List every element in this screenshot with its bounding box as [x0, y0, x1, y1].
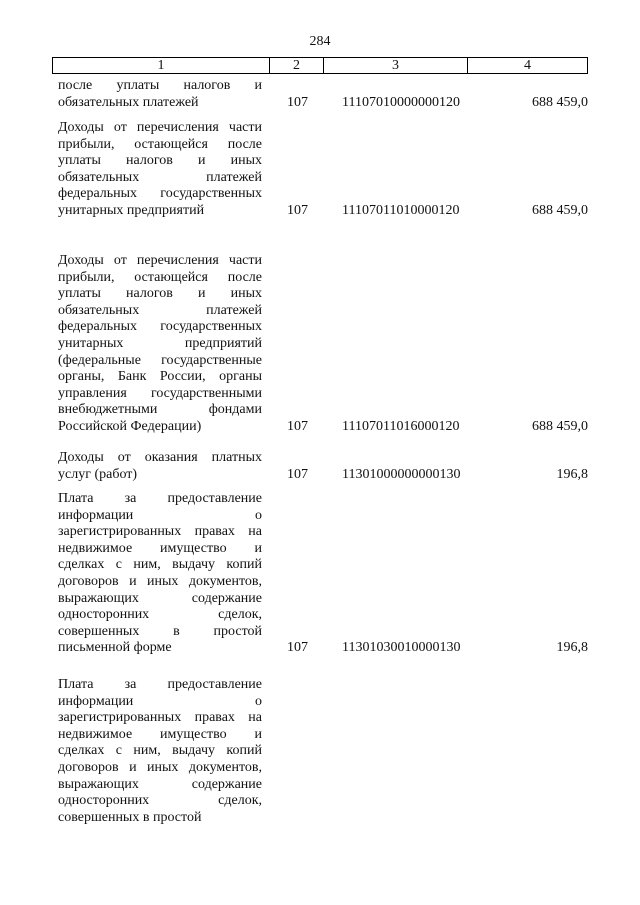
- description-line: недвижимое имущество и: [58, 726, 262, 742]
- header-col-2: 2: [270, 58, 324, 73]
- description-line: уплаты налогов и иных: [58, 286, 262, 302]
- description-line: Доходы от перечисления части: [58, 120, 262, 135]
- row-kbk: 11301000000000130: [342, 466, 461, 482]
- row-amount: 688 459,0: [532, 203, 588, 218]
- description-line: односторонних сделок,: [58, 607, 262, 623]
- table-row: [58, 253, 588, 436]
- description-line: односторонних сделок,: [58, 793, 262, 809]
- table-header: [52, 57, 588, 74]
- header-col-4: 4: [524, 58, 531, 73]
- description-line: информации о: [58, 507, 262, 523]
- description-line: управления государственными: [58, 385, 262, 401]
- description-line: унитарных предприятий: [58, 335, 262, 351]
- description-line: обязательных платежей: [58, 94, 199, 110]
- description-line: совершенных в простой: [58, 809, 202, 825]
- description-line: договоров и иных документов,: [58, 573, 262, 589]
- description-line: выражающих содержание: [58, 590, 262, 606]
- description-line: совершенных в простой: [58, 623, 262, 639]
- row-description: [58, 78, 262, 111]
- description-line: письменной форме: [58, 640, 172, 656]
- row-kbk: 11107011016000120: [342, 419, 460, 434]
- row-description: [58, 253, 262, 436]
- description-line: выражающих содержание: [58, 776, 262, 792]
- row-description: [58, 120, 262, 220]
- description-line: сделках с ним, выдачу копий: [58, 743, 262, 759]
- row-kbk: 11301030010000130: [342, 640, 461, 656]
- description-line: Российской Федерации): [58, 418, 202, 434]
- description-line: (федеральные государственные: [58, 352, 262, 368]
- description-line: уплаты налогов и иных: [58, 153, 262, 169]
- row-code: 107: [287, 203, 308, 218]
- row-code: 107: [287, 94, 308, 110]
- table-row: [58, 450, 588, 483]
- description-line: унитарных предприятий: [58, 202, 205, 218]
- header-col-3: 3: [324, 58, 468, 73]
- description-line: Плата за предоставление: [58, 491, 262, 506]
- row-code: 107: [287, 419, 308, 434]
- table-row: [58, 120, 588, 220]
- description-line: услуг (работ): [58, 466, 138, 482]
- description-line: Доходы от оказания платных: [58, 450, 262, 465]
- description-line: Плата за предоставление: [58, 677, 262, 692]
- row-description: [58, 677, 262, 826]
- description-line: федеральных государственных: [58, 186, 262, 202]
- description-line: прибыли, остающейся после: [58, 136, 262, 152]
- description-line: недвижимое имущество и: [58, 540, 262, 556]
- header-col-1: 1: [53, 58, 270, 73]
- page-number: 284: [309, 34, 331, 49]
- description-line: договоров и иных документов,: [58, 759, 262, 775]
- description-line: федеральных государственных: [58, 319, 262, 335]
- description-line: органы, Банк России, органы: [58, 369, 262, 385]
- description-line: обязательных платежей: [58, 169, 262, 185]
- row-code: 107: [287, 640, 308, 656]
- description-line: сделках с ним, выдачу копий: [58, 557, 262, 573]
- table-row: [58, 78, 588, 111]
- description-line: обязательных платежей: [58, 302, 262, 318]
- row-code: 107: [287, 466, 308, 482]
- row-amount: 688 459,0: [532, 94, 588, 110]
- description-line: информации о: [58, 693, 262, 709]
- description-line: Доходы от перечисления части: [58, 253, 262, 268]
- row-kbk: 11107010000000120: [342, 94, 460, 110]
- row-description: [58, 450, 262, 483]
- description-line: внебюджетными фондами: [58, 402, 262, 418]
- description-line: зарегистрированных правах на: [58, 710, 262, 726]
- description-line: прибыли, остающейся после: [58, 269, 262, 285]
- table-row: [58, 491, 588, 657]
- table-row: [58, 677, 588, 826]
- row-amount: 196,8: [556, 466, 588, 482]
- description-line: после уплаты налогов и: [58, 78, 262, 93]
- row-description: [58, 491, 262, 657]
- row-amount: 688 459,0: [532, 419, 588, 434]
- row-kbk: 11107011010000120: [342, 203, 460, 218]
- description-line: зарегистрированных правах на: [58, 524, 262, 540]
- row-amount: 196,8: [556, 640, 588, 656]
